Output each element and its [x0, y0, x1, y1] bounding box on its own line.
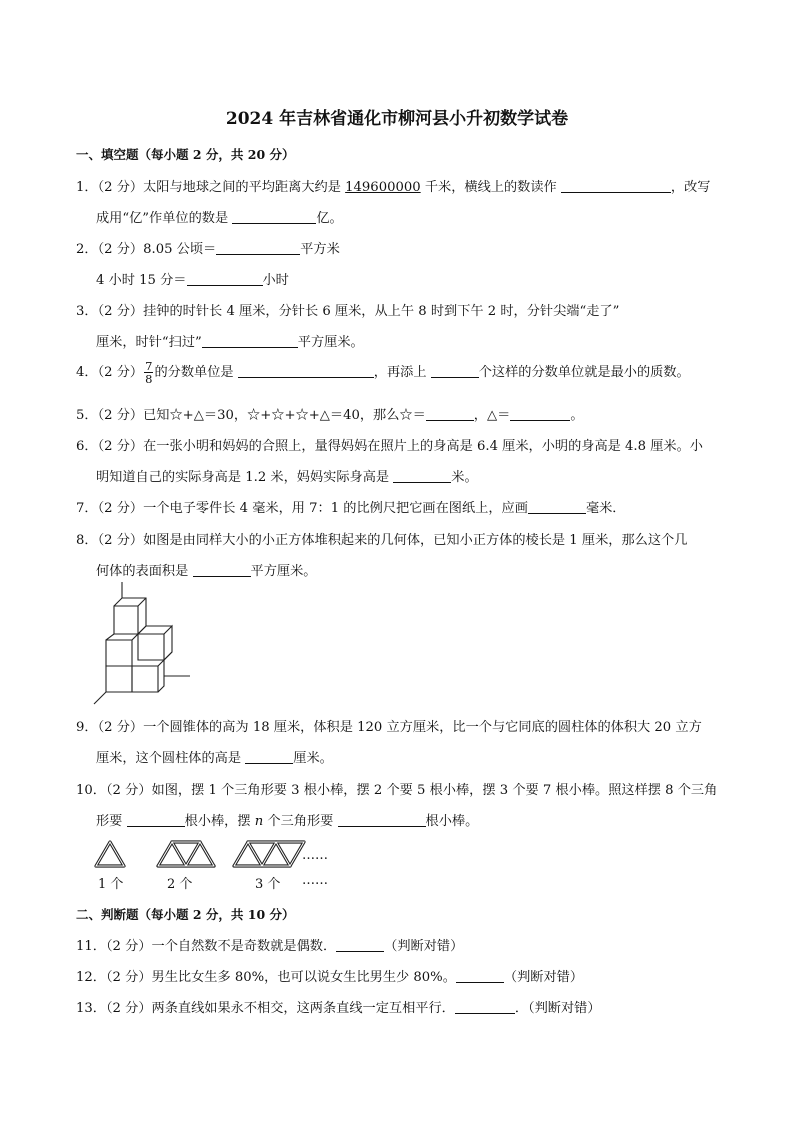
- answer-blank: [245, 750, 293, 764]
- question-3-line-1: 3．（2 分）挂钟的时针长 4 厘米，分针长 6 厘米，从上午 8 时到下午 2 时，分针尖端“走了”: [76, 304, 620, 319]
- answer-blank: [431, 364, 479, 378]
- answer-blank: [426, 407, 474, 421]
- question-6-line-1: 6．（2 分）在一张小明和妈妈的合照上，量得妈妈在照片上的身高是 6.4 厘米，小明的身高是 4.8 厘米。小: [76, 439, 703, 454]
- answer-blank: [338, 813, 426, 827]
- question-9-line-1: 9．（2 分）一个圆锥体的高为 18 厘米，体积是 120 立方厘米，比一个与它同底的圆柱体的体积大 20 立方: [76, 720, 702, 735]
- question-10-line-1: 10．（2 分）如图，摆 1 个三角形要 3 根小棒，摆 2 个要 5 根小棒，摆 3 个要 7 根小棒。照这样摆 8 个三角: [76, 783, 718, 798]
- answer-blank: [187, 272, 263, 286]
- label-2-triangles: 2 个: [167, 877, 193, 892]
- section-heading-true-false: 二、判断题（每小题 2 分，共 10 分）: [76, 907, 295, 922]
- question-8-line-1: 8．（2 分）如图是由同样大小的小正方体堆积起来的几何体，已知小正方体的棱长是 1 厘米，那么这个几: [76, 533, 688, 548]
- question-13: 13．（2 分）两条直线如果永不相交，这两条直线一定互相平行． ．（判断对错）: [76, 1001, 601, 1016]
- answer-blank: [393, 469, 451, 483]
- answer-blank: [528, 500, 586, 514]
- question-2-line-2: 4 小时 15 分＝ 小时: [96, 273, 289, 288]
- section-heading-fill-in: 一、填空题（每小题 2 分，共 20 分）: [76, 147, 295, 162]
- answer-blank: [510, 407, 570, 421]
- answer-blank: [193, 563, 251, 577]
- question-9-line-2: 厘米，这个圆柱体的高是 厘米。: [96, 751, 333, 766]
- question-11: 11．（2 分）一个自然数不是奇数就是偶数． （判断对错）: [76, 939, 464, 954]
- question-4: 4．（2 分） $\frac{7}{8}$ 的分数单位是 ，再添上 个这样的分数单位就是最小的质数。: [76, 359, 690, 386]
- answer-blank: [232, 210, 316, 224]
- question-12: 12．（2 分）男生比女生多 80%，也可以说女生比男生少 80%。 （判断对错）: [76, 970, 584, 985]
- label-1-triangle: 1 个: [98, 877, 124, 892]
- answer-blank: [561, 179, 671, 193]
- answer-blank: [202, 334, 298, 348]
- answer-blank: [456, 969, 504, 983]
- cube-stack-figure: [90, 582, 200, 707]
- question-2-line-1: 2．（2 分）8.05 公顷＝ 平方米: [76, 242, 340, 257]
- answer-blank: [216, 241, 300, 255]
- pattern-continues-dots: ……: [302, 848, 328, 863]
- question-5: 5．（2 分）已知☆+△＝30，☆+☆+☆+△＝40，那么☆＝ ，△＝ 。: [76, 408, 584, 423]
- question-10-line-2: 形要 根小棒，摆 n 个三角形要 根小棒。: [96, 814, 479, 829]
- question-7: 7．（2 分）一个电子零件长 4 毫米，用 7：1 的比例尺把它画在图纸上，应画 毫米．: [76, 501, 626, 516]
- fraction-7-8: $\frac{7}{8}$: [145, 359, 153, 386]
- label-3-triangles: 3 个: [255, 877, 281, 892]
- question-6-line-2: 明知道自己的实际身高是 1.2 米，妈妈实际身高是 米。: [96, 470, 478, 485]
- question-1-line-1: 1．（2 分）太阳与地球之间的平均距离大约是 149600000 千米，横线上的数读作 ，改写: [76, 180, 711, 195]
- question-8-line-2: 何体的表面积是 平方厘米。: [96, 564, 317, 579]
- labels-continue-dots: ……: [302, 873, 328, 888]
- question-1-line-2: 成用“亿”作单位的数是 亿。: [96, 211, 343, 226]
- answer-blank: [238, 364, 374, 378]
- question-3-line-2: 厘米，时针“扫过” 平方厘米。: [96, 335, 364, 350]
- answer-blank: [455, 1000, 515, 1014]
- distance-value: 149600000: [345, 180, 421, 195]
- triangle-sticks-figure: [92, 838, 312, 870]
- answer-blank: [127, 813, 185, 827]
- answer-blank: [336, 938, 384, 952]
- page-title: 2024 年吉林省通化市柳河县小升初数学试卷: [225, 109, 569, 129]
